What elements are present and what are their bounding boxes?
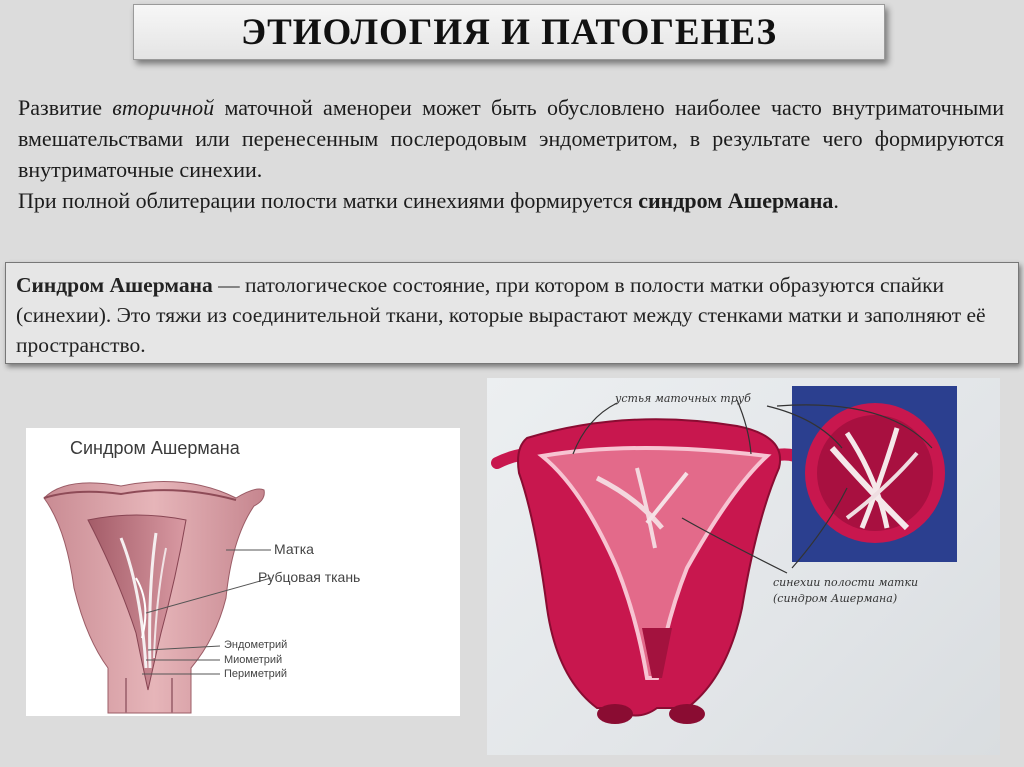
magenta-uterus-drawing — [487, 378, 1000, 755]
intro-p2-bold: синдром Ашермана — [638, 188, 834, 213]
asherman-diagram — [26, 428, 460, 716]
intro-p1-start: Развитие — [18, 95, 113, 120]
label-tube-openings: устья маточных труб — [615, 392, 751, 405]
intro-p1-rest: маточной аменореи может быть обусловлено наиболее часто внутриматочными вмешательствами или перенесенным послеродовым эндометритом, в результате чего формируются внутриматочные синехии. — [18, 95, 1004, 182]
intro-text — [18, 92, 1004, 216]
definition-box — [5, 262, 1019, 364]
label-perimetrium: Периметрий — [224, 668, 288, 680]
label-uterus: Матка — [274, 541, 314, 557]
intro-paragraph-2 — [18, 185, 1004, 216]
hand-drawn-uterus-illustration — [487, 378, 1000, 755]
intro-p1-emphasis: вторичной — [112, 95, 215, 120]
intro-p2-start: При полной облитерации полости матки синехиями формируется — [18, 188, 639, 213]
title-box — [133, 4, 885, 60]
page-title: ЭТИОЛОГИЯ И ПАТОГЕНЕЗ — [240, 11, 778, 53]
definition-text: — патологическое состояние, при котором в полости матки образуются спайки (синехии). Это тяжи из соединительной ткани, которые вырастают между стенками матки и заполняют её пространство. — [16, 273, 986, 357]
intro-paragraph-1 — [18, 92, 1004, 185]
intro-p2-end: . — [833, 188, 839, 213]
label-asherman: (синдром Ашермана) — [773, 592, 898, 605]
label-scar-tissue: Рубцовая ткань — [258, 569, 361, 585]
label-endometrium: Эндометрий — [224, 639, 288, 651]
label-myometrium: Миометрий — [224, 654, 283, 666]
definition-term: Синдром Ашермана — [16, 273, 213, 297]
diagram-title: Синдром Ашермана — [70, 438, 240, 458]
label-synechiae: синехии полости матки — [773, 576, 919, 589]
